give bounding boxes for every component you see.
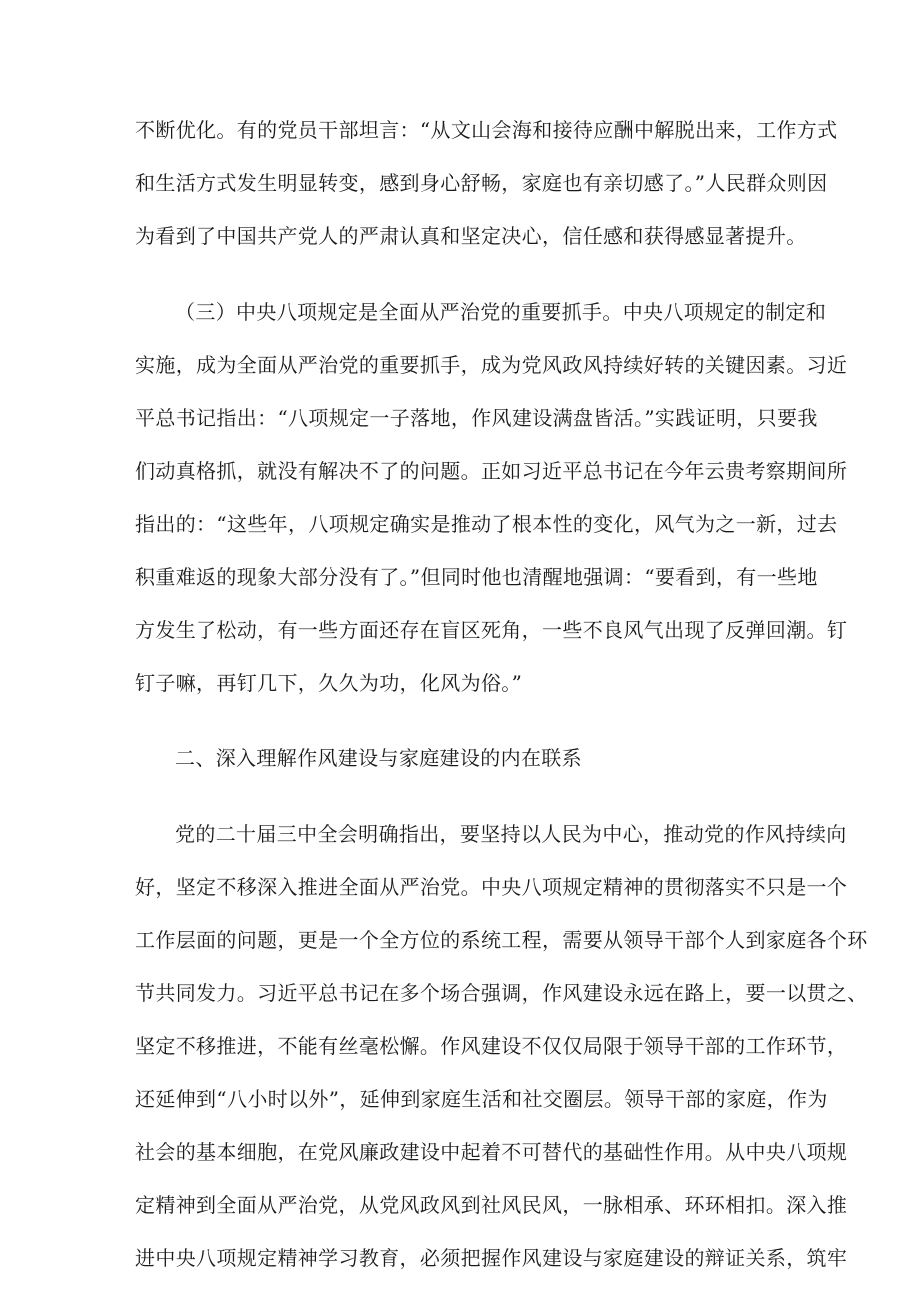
paragraph-1-line-3: 为看到了中国共产党人的严肃认真和坚定决心，信任感和获得感显著提升。 (135, 224, 807, 248)
paragraph-2-line-3: 平总书记指出：“八项规定一子落地，作风建设满盘皆活。”实践证明，只要我 (135, 406, 818, 430)
paragraph-3-line-8: 定精神到全面从严治党，从党风政风到社风民风，一脉相承、环环相扣。深入推 (135, 1193, 848, 1217)
paragraph-3-line-1: 党的二十届三中全会明确指出，要坚持以人民为中心，推动党的作风持续向 (175, 822, 847, 846)
paragraph-1-line-1: 不断优化。有的党员干部坦言：“从文山会海和接待应酬中解脱出来，工作方式 (135, 118, 838, 142)
paragraph-3-line-9: 进中央八项规定精神学习教育，必须把握作风建设与家庭建设的辩证关系，筑牢 (135, 1246, 848, 1270)
paragraph-3-line-5: 坚定不移推进，不能有丝毫松懈。作风建设不仅仅局限于领导干部的工作环节， (135, 1034, 848, 1058)
paragraph-3-line-7: 社会的基本细胞，在党风廉政建设中起着不可替代的基础性作用。从中央八项规 (135, 1140, 848, 1164)
paragraph-1-line-2: 和生活方式发生明显转变，感到身心舒畅，家庭也有亲切感了。”人民群众则因 (135, 171, 828, 195)
paragraph-3-line-3: 工作层面的问题，更是一个全方位的系统工程，需要从领导干部个人到家庭各个环 (135, 928, 868, 952)
paragraph-2-line-5: 指出的：“这些年，八项规定确实是推动了根本性的变化，风气为之一新，过去 (135, 512, 838, 536)
paragraph-2-line-4: 们动真格抓，就没有解决不了的问题。正如习近平总书记在今年云贵考察期间所 (135, 459, 848, 483)
paragraph-2-line-7: 方发生了松动，有一些方面还存在盲区死角，一些不良风气出现了反弹回潮。钉 (135, 618, 848, 642)
paragraph-2-line-2: 实施，成为全面从严治党的重要抓手，成为党风政风持续好转的关键因素。习近 (135, 353, 848, 377)
section-heading: 二、深入理解作风建设与家庭建设的内在联系 (175, 746, 582, 770)
paragraph-2-line-1: （三）中央八项规定是全面从严治党的重要抓手。中央八项规定的制定和 (175, 300, 827, 324)
paragraph-3-line-2: 好，坚定不移深入推进全面从严治党。中央八项规定精神的贯彻落实不只是一个 (135, 875, 848, 899)
paragraph-3-line-4: 节共同发力。习近平总书记在多个场合强调，作风建设永远在路上，要一以贯之、 (135, 981, 868, 1005)
paragraph-2-line-8: 钉子嘛，再钉几下，久久为功，化风为俗。” (135, 671, 523, 695)
paragraph-3-line-6: 还延伸到“八小时以外”，延伸到家庭生活和社交圈层。领导干部的家庭，作为 (135, 1087, 828, 1111)
paragraph-2-line-6: 积重难返的现象大部分没有了。”但同时他也清醒地强调：“要看到，有一些地 (135, 565, 818, 589)
